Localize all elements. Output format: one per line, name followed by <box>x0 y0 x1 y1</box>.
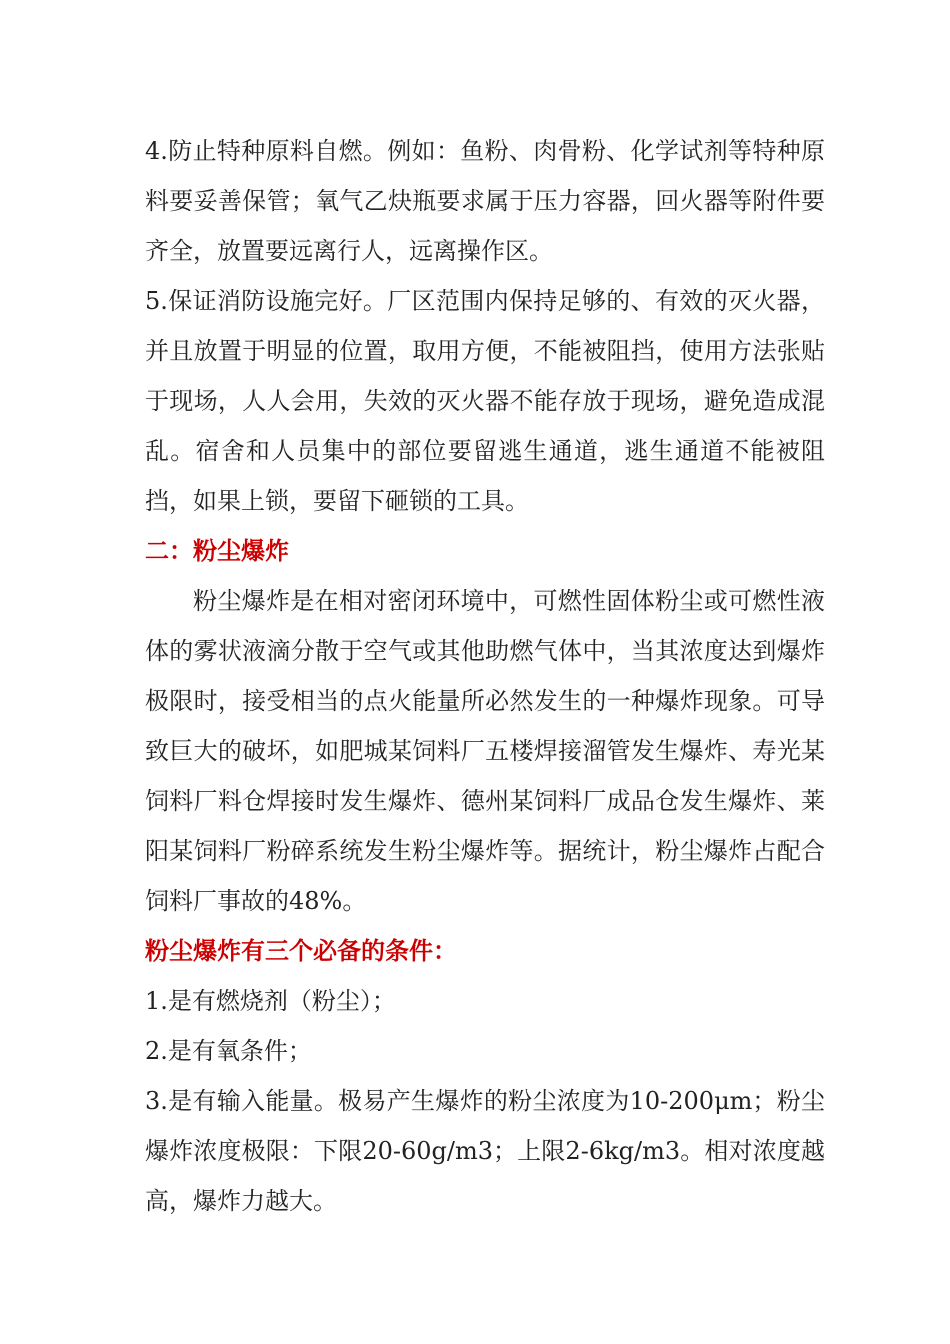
condition-2: 2.是有氧条件； <box>145 1037 312 1065</box>
section-heading-dust-explosion: 二：粉尘爆炸 <box>145 536 289 565</box>
conditions-heading: 粉尘爆炸有三个必备的条件： <box>145 936 457 965</box>
condition-1: 1.是有燃烧剂（粉尘）； <box>145 987 396 1015</box>
document-page <box>145 126 825 1226</box>
paragraph-dust-explosion-intro: 粉尘爆炸是在相对密闭环境中，可燃性固体粉尘或可燃性液体的雾状液滴分散于空气或其他助燃气体中，当其浓度达到爆炸极限时，接受相当的点火能量所必然发生的一种爆炸现象。可导致巨大的破坏，如肥城某饲料厂五楼焊接溜管发生爆炸、寿光某饲料厂料仓焊接时发生爆炸、德州某饲料厂成品仓发生爆炸、莱阳某饲料厂粉碎系统发生粉尘爆炸等。据统计，粉尘爆炸占配合饲料厂事故的48%。 <box>145 587 825 915</box>
condition-3: 3.是有输入能量。极易产生爆炸的粉尘浓度为10-200μm；粉尘爆炸浓度极限：下限20-60g/m3；上限2-6kg/m3。相对浓度越高，爆炸力越大。 <box>145 1087 825 1215</box>
paragraph-item-5: 5.保证消防设施完好。厂区范围内保持足够的、有效的灭火器，并且放置于明显的位置，取用方便，不能被阻挡，使用方法张贴于现场，人人会用，失效的灭火器不能存放于现场，避免造成混乱。宿舍和人员集中的部位要留逃生通道，逃生通道不能被阻挡，如果上锁，要留下砸锁的工具。 <box>145 287 825 515</box>
paragraph-item-4: 4.防止特种原料自燃。例如：鱼粉、肉骨粉、化学试剂等特种原料要妥善保管；氧气乙炔瓶要求属于压力容器，回火器等附件要齐全，放置要远离行人，远离操作区。 <box>145 137 825 265</box>
